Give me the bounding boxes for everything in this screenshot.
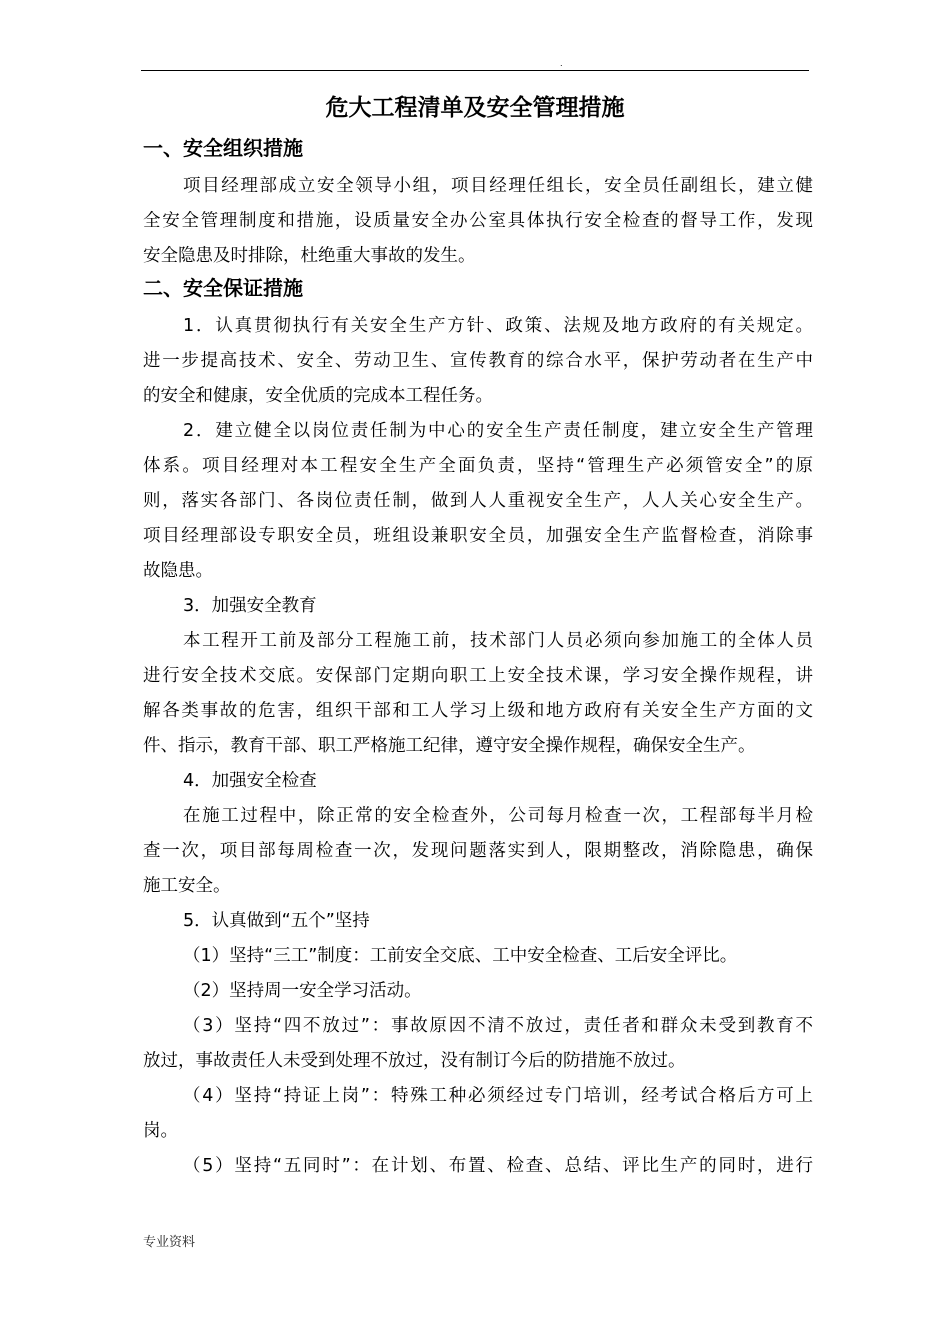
paragraph-line: 安全隐患及时排除，杜绝重大事故的发生。 (143, 246, 476, 266)
paragraph-line: 则，落实各部门、各岗位责任制，做到人人重视安全生产，人人关心安全生产。 (143, 491, 813, 511)
paragraph-line: 在施工过程中，除正常的安全检查外，公司每月检查一次，工程部每半月检 (183, 806, 813, 826)
paragraph-line: 进一步提高技术、安全、劳动卫生、宣传教育的综合水平，保护劳动者在生产中 (143, 351, 813, 371)
paragraph-line: 岗。 (143, 1121, 178, 1141)
paragraph-line: 查一次，项目部每周检查一次，发现问题落实到人，限期整改，消除隐患，确保 (143, 841, 813, 861)
paragraph-line: 项目经理部设专职安全员，班组设兼职安全员，加强安全生产监督检查，消除事 (143, 526, 813, 546)
subheading-line: 3．加强安全教育 (183, 596, 317, 616)
paragraph-line: 施工安全。 (143, 876, 231, 896)
paragraph-line: 解各类事故的危害，组织干部和工人学习上级和地方政府有关安全生产方面的文 (143, 701, 813, 721)
paragraph-line: （1）坚持“三工”制度：工前安全交底、工中安全检查、工后安全评比。 (183, 946, 738, 966)
header-rule (141, 70, 809, 71)
paragraph-line: 的安全和健康，安全优质的完成本工程任务。 (143, 386, 493, 406)
paragraph-line: 体系。项目经理对本工程安全生产全面负责，坚持“管理生产必须管安全”的原 (143, 456, 813, 476)
paragraph-line: 全安全管理制度和措施，设质量安全办公室具体执行安全检查的督导工作，发现 (143, 211, 813, 231)
subheading-line: 4．加强安全检查 (183, 771, 317, 791)
paragraph-line: （2）坚持周一安全学习活动。 (183, 981, 422, 1001)
paragraph-line: 故隐患。 (143, 561, 213, 581)
paragraph-line: 放过，事故责任人未受到处理不放过，没有制订今后的防措施不放过。 (143, 1051, 686, 1071)
header-mark: . (560, 59, 563, 68)
page-footer: 专业资料 (143, 1235, 196, 1250)
paragraph-line: 1．认真贯彻执行有关安全生产方针、政策、法规及地方政府的有关规定。 (183, 316, 813, 336)
paragraph-line: （3）坚持“四不放过”：事故原因不清不放过，责任者和群众未受到教育不 (183, 1016, 813, 1036)
subheading-line: 5．认真做到“五个”坚持 (183, 911, 370, 931)
paragraph-line: （5）坚持“五同时”：在计划、布置、检查、总结、评比生产的同时，进行 (183, 1156, 813, 1176)
paragraph-line: 件、指示，教育干部、职工严格施工纪律，遵守安全操作规程，确保安全生产。 (143, 736, 756, 756)
paragraph-line: 2．建立健全以岗位责任制为中心的安全生产责任制度，建立安全生产管理 (183, 421, 813, 441)
document-title: 危大工程清单及安全管理措施 (325, 95, 625, 121)
paragraph-line: （4）坚持“持证上岗”：特殊工种必须经过专门培训，经考试合格后方可上 (183, 1086, 813, 1106)
paragraph-line: 项目经理部成立安全领导小组，项目经理任组长，安全员任副组长，建立健 (183, 176, 813, 196)
paragraph-line: 本工程开工前及部分工程施工前，技术部门人员必须向参加施工的全体人员 (183, 631, 813, 651)
section-heading-safety-organization: 一、安全组织措施 (143, 136, 303, 160)
section-heading-safety-guarantee: 二、安全保证措施 (143, 276, 303, 300)
paragraph-line: 进行安全技术交底。安保部门定期向职工上安全技术课，学习安全操作规程，讲 (143, 666, 813, 686)
